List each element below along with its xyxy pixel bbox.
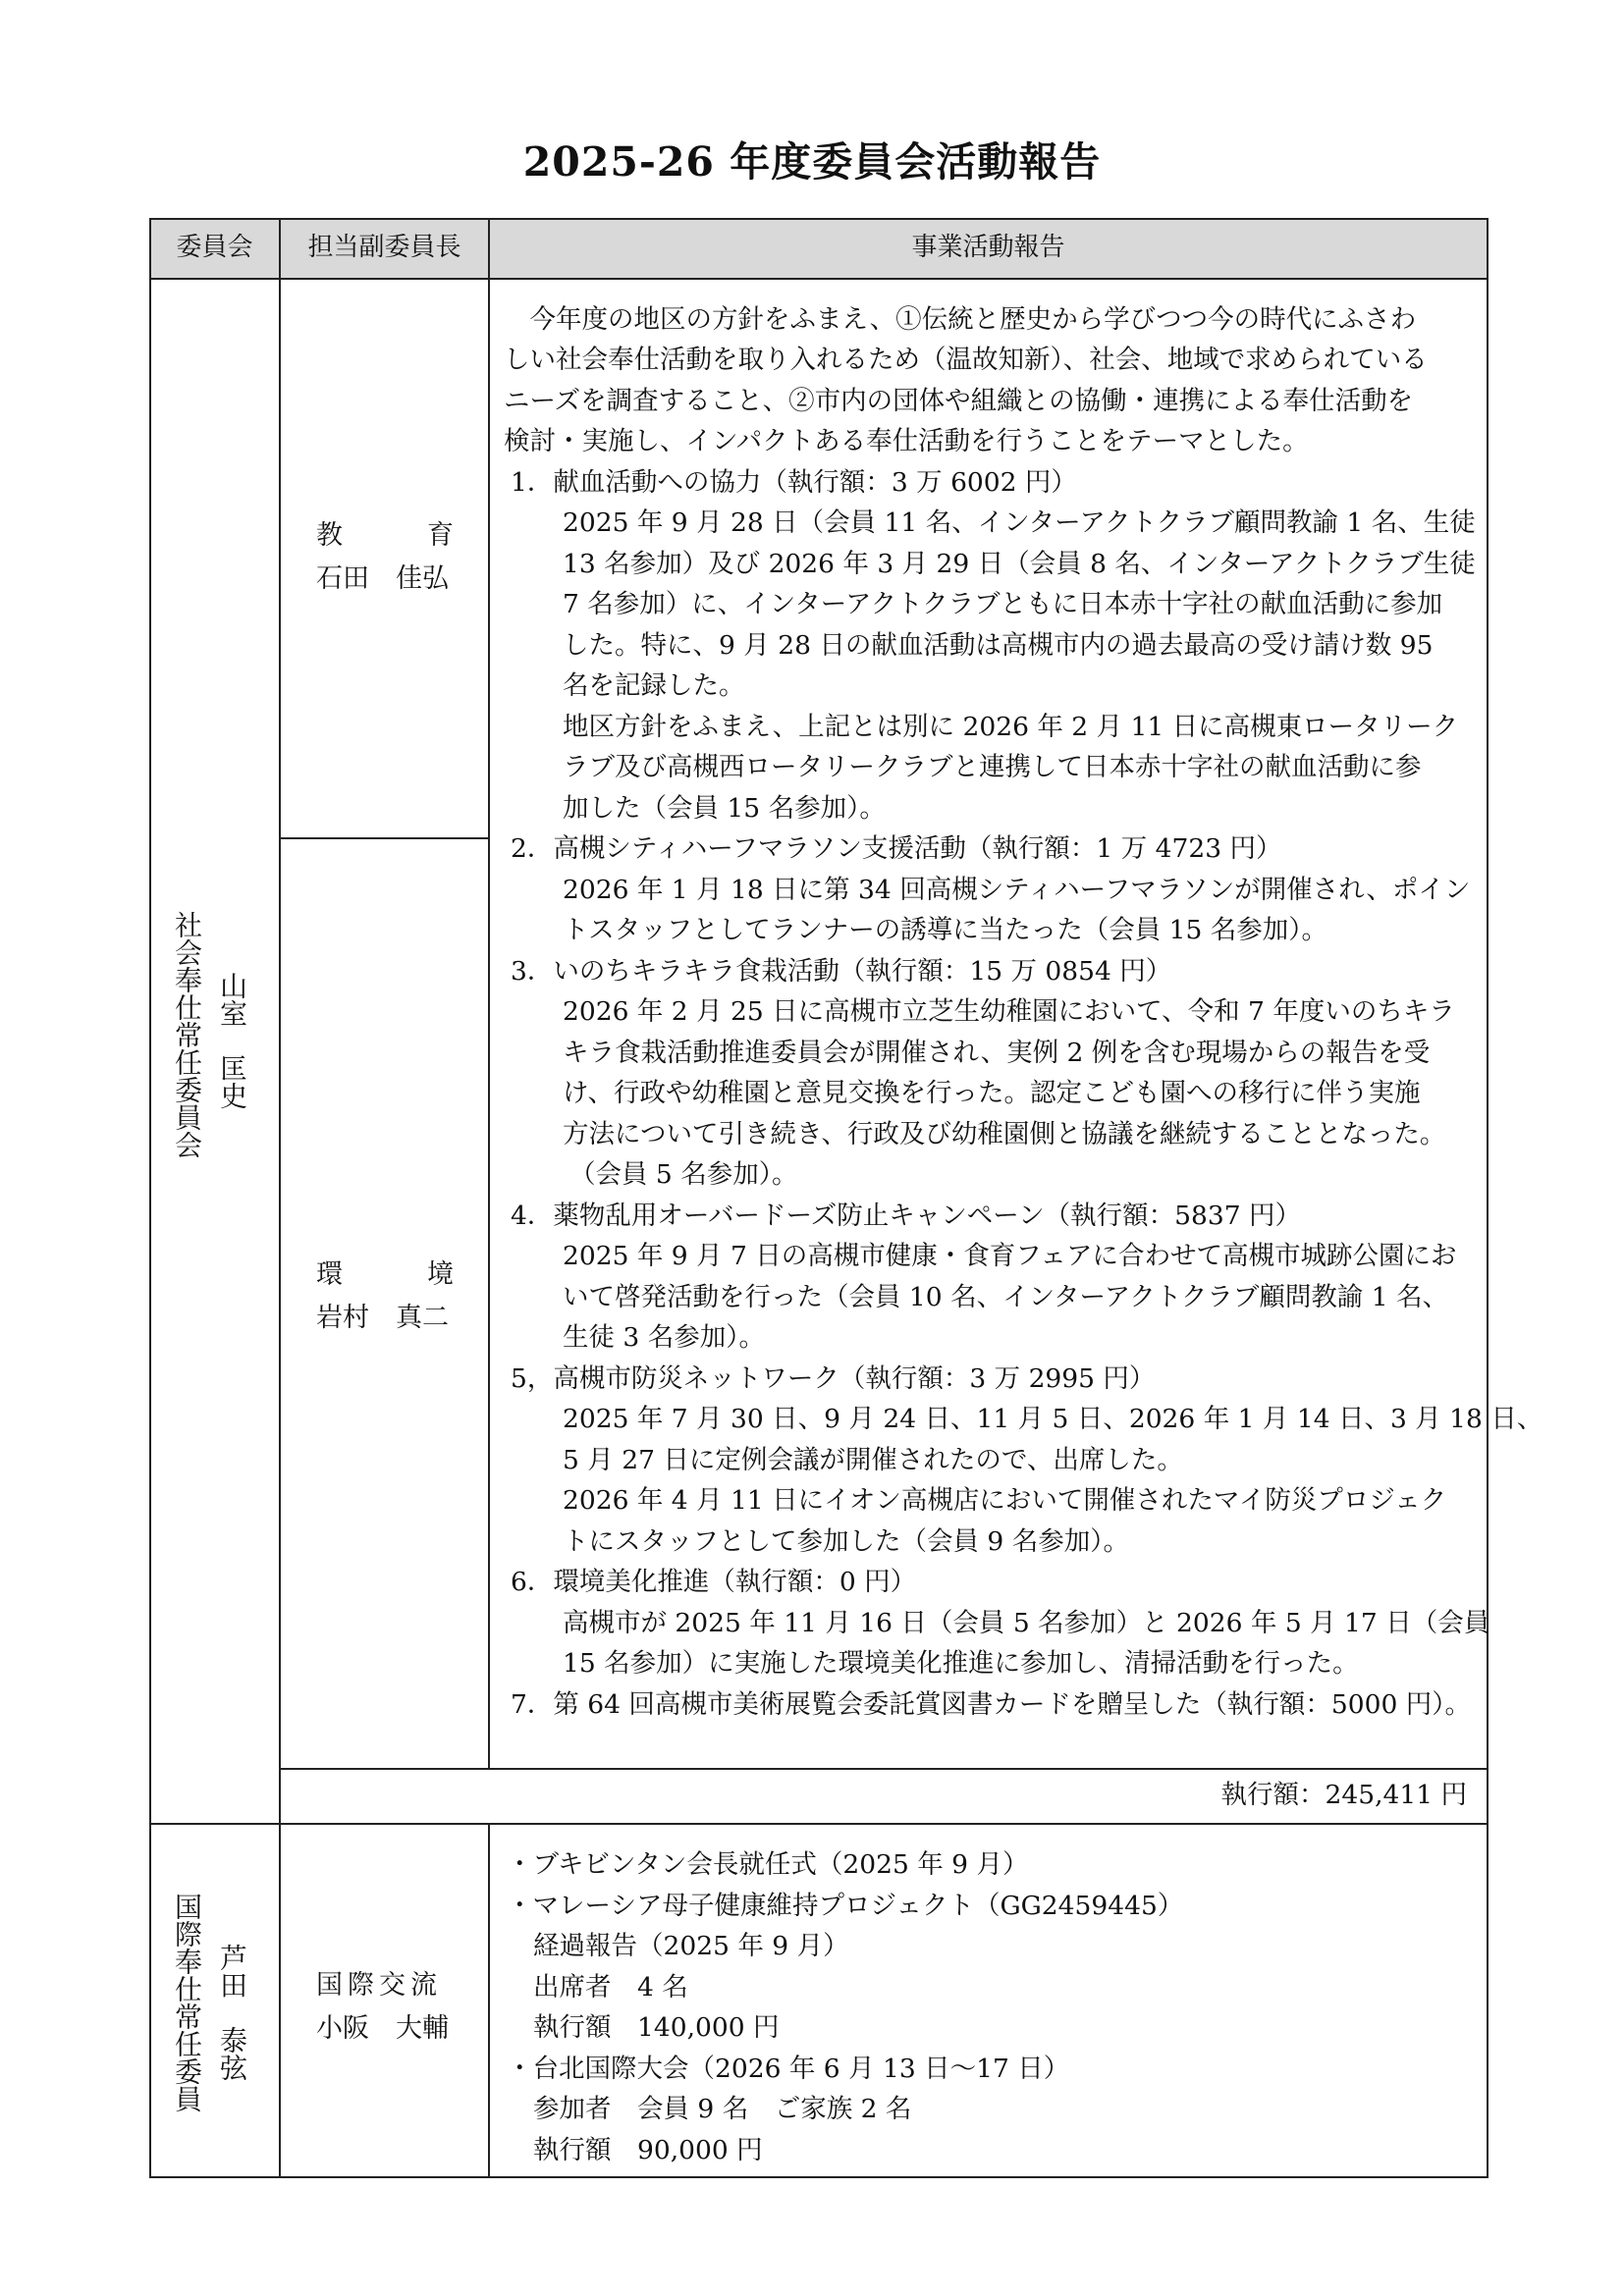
report-line: け、行政や幼稚園と意見交換を行った。認定こども園への移行に伴う実施 <box>563 1078 1421 1108</box>
international-exchange-vice-chair-name: 小阪 大輔 <box>316 2013 449 2044</box>
section-divider <box>149 1823 1489 1825</box>
column-divider-1 <box>279 218 281 2178</box>
header-vice-chair: 担当副委員長 <box>307 233 461 262</box>
report-line: ラブ及び高槻西ロータリークラブと連携して日本赤十字社の献血活動に参 <box>563 752 1422 782</box>
report-line: 参加者 会員 9 名 ご家族 2 名 <box>533 2094 912 2124</box>
international-committee-chair: 芦田 泰弦 <box>216 1944 248 2081</box>
column-divider-2a <box>488 218 490 1768</box>
report-line: 検討・実施し、インパクトある奉仕活動を行うことをテーマとした。 <box>504 426 1309 456</box>
report-item-heading: ・マレーシア母子健康維持プロジェクト（GG2459445） <box>507 1891 1184 1921</box>
report-line: 15 名参加）に実施した環境美化推進に参加し、清掃活動を行った。 <box>563 1648 1359 1679</box>
report-line: した。特に、9 月 28 日の献血活動は高槻市内の過去最高の受け請け数 95 <box>563 630 1434 661</box>
report-line: 名を記録した。 <box>563 670 745 701</box>
social-total-amount: 執行額：245,411 円 <box>1220 1780 1467 1810</box>
report-item-heading: 7．第 64 回高槻市美術展覧会委託賞図書カードを贈呈した（執行額：5000 円）。 <box>511 1689 1472 1720</box>
report-line: いて啓発活動を行った（会員 10 名、インターアクトクラブ顧問教諭 1 名、 <box>563 1282 1449 1312</box>
sub-role-environment <box>316 1254 454 1340</box>
report-line: 2026 年 1 月 18 日に第 34 回高槻シティハーフマラソンが開催され、ポイン <box>563 875 1471 905</box>
social-committee-chair: 山室 匡史 <box>216 972 248 1109</box>
role-char: 育 <box>427 520 454 551</box>
report-line: 今年度の地区の方針をふまえ、①伝統と歴史から学びつつ今の時代にふさわ <box>504 304 1417 335</box>
report-item-heading: 1．献血活動への協力（執行額：3 万 6002 円） <box>511 467 1077 498</box>
table-border-right <box>1487 218 1489 2178</box>
report-line: 方法について引き続き、行政及び幼稚園側と協議を継続することとなった。 <box>563 1119 1446 1149</box>
education-role-label <box>316 514 454 558</box>
report-line: 執行額 90,000 円 <box>533 2135 763 2165</box>
international-committee-name: 国際奉仕常任委員 <box>171 1893 203 2112</box>
report-item-heading: ・台北国際大会（2026 年 6 月 13 日～17 日） <box>507 2054 1070 2084</box>
page-title: 2025-26 年度委員会活動報告 <box>522 138 1102 186</box>
report-line: （会員 5 名参加）。 <box>569 1159 798 1190</box>
education-role-text <box>316 514 454 558</box>
report-item-heading: 6．環境美化推進（執行額：0 円） <box>511 1567 917 1597</box>
report-line: 2026 年 4 月 11 日にイオン高槻店において開催されたマイ防災プロジェク <box>563 1485 1447 1516</box>
environment-role-label <box>316 1254 454 1297</box>
report-line: 執行額 140,000 円 <box>533 2012 780 2043</box>
report-line: 地区方針をふまえ、上記とは別に 2026 年 2 月 11 日に高槻東ロータリーク <box>563 712 1459 742</box>
report-line: 出席者 4 名 <box>533 1972 688 2002</box>
report-line: 2026 年 2 月 25 日に高槻市立芝生幼稚園において、令和 7 年度いのちキラ <box>563 996 1455 1027</box>
sub-row-divider <box>279 837 490 839</box>
report-item-heading: 3．いのちキラキラ食栽活動（執行額：15 万 0854 円） <box>511 956 1172 987</box>
report-line: 高槻市が 2025 年 11 月 16 日（会員 5 名参加）と 2026 年 5 月 17 日（会員 <box>563 1608 1490 1638</box>
report-item-heading: ・ブキビンタン会長就任式（2025 年 9 月） <box>507 1849 1029 1880</box>
header-committee: 委員会 <box>176 233 253 262</box>
report-line: トスタッフとしてランナーの誘導に当たった（会員 15 名参加）。 <box>563 915 1328 945</box>
report-item-heading: 2．高槻シティハーフマラソン支援活動（執行額：1 万 4723 円） <box>511 833 1282 864</box>
role-char: 教 <box>316 520 343 551</box>
environment-role-text <box>316 1254 454 1297</box>
report-line: キラ食栽活動推進委員会が開催され、実例 2 例を含む現場からの報告を受 <box>563 1038 1431 1068</box>
role-char: 境 <box>427 1259 454 1290</box>
sub-role-international-exchange <box>316 1964 449 2051</box>
report-line: 5 月 27 日に定例会議が開催されたので、出席した。 <box>563 1445 1183 1475</box>
report-line: 2025 年 9 月 7 日の高槻市健康・食育フェアに合わせて高槻市城跡公園にお <box>563 1241 1457 1271</box>
header-report: 事業活動報告 <box>911 233 1065 262</box>
social-committee-name: 社会奉仕常任委員会 <box>171 911 203 1158</box>
report-line: ニーズを調査すること、②市内の団体や組織との協働・連携による奉仕活動を <box>504 386 1414 416</box>
environment-vice-chair-name: 岩村 真二 <box>316 1303 449 1333</box>
report-item-heading: 4．薬物乱用オーバードーズ防止キャンペーン（執行額：5837 円） <box>511 1201 1302 1231</box>
table-header-divider <box>149 278 1489 280</box>
report-line: トにスタッフとして参加した（会員 9 名参加）。 <box>563 1526 1129 1557</box>
report-item-heading: 5，高槻市防災ネットワーク（執行額：3 万 2995 円） <box>511 1363 1156 1394</box>
sub-role-education <box>316 514 454 601</box>
report-line: 生徒 3 名参加）。 <box>563 1322 765 1353</box>
education-vice-chair-name: 石田 佳弘 <box>316 563 449 594</box>
report-line: 7 名参加）に、インターアクトクラブともに日本赤十字社の献血活動に参加 <box>563 589 1443 619</box>
report-line: 加した（会員 15 名参加）。 <box>563 793 886 824</box>
international-exchange-role: 国際交流 <box>316 1970 442 2001</box>
table-border-left <box>149 218 151 2178</box>
report-line: 2025 年 7 月 30 日、9 月 24 日、11 月 5 日、2026 年 1 月 14 日、3 月 18 日、 <box>563 1404 1543 1434</box>
role-char: 環 <box>316 1259 343 1290</box>
report-line: 13 名参加）及び 2026 年 3 月 29 日（会員 8 名、インターアクトクラブ生徒 <box>563 549 1476 579</box>
report-line: 経過報告（2025 年 9 月） <box>533 1931 849 1961</box>
report-line: 2025 年 9 月 28 日（会員 11 名、インターアクトクラブ顧問教諭 1 名、生徒 <box>563 507 1476 538</box>
column-divider-2b <box>488 1823 490 2178</box>
table-border-bottom <box>149 2176 1489 2178</box>
report-line: しい社会奉仕活動を取り入れるため（温故知新）、社会、地域で求められている <box>504 345 1428 375</box>
